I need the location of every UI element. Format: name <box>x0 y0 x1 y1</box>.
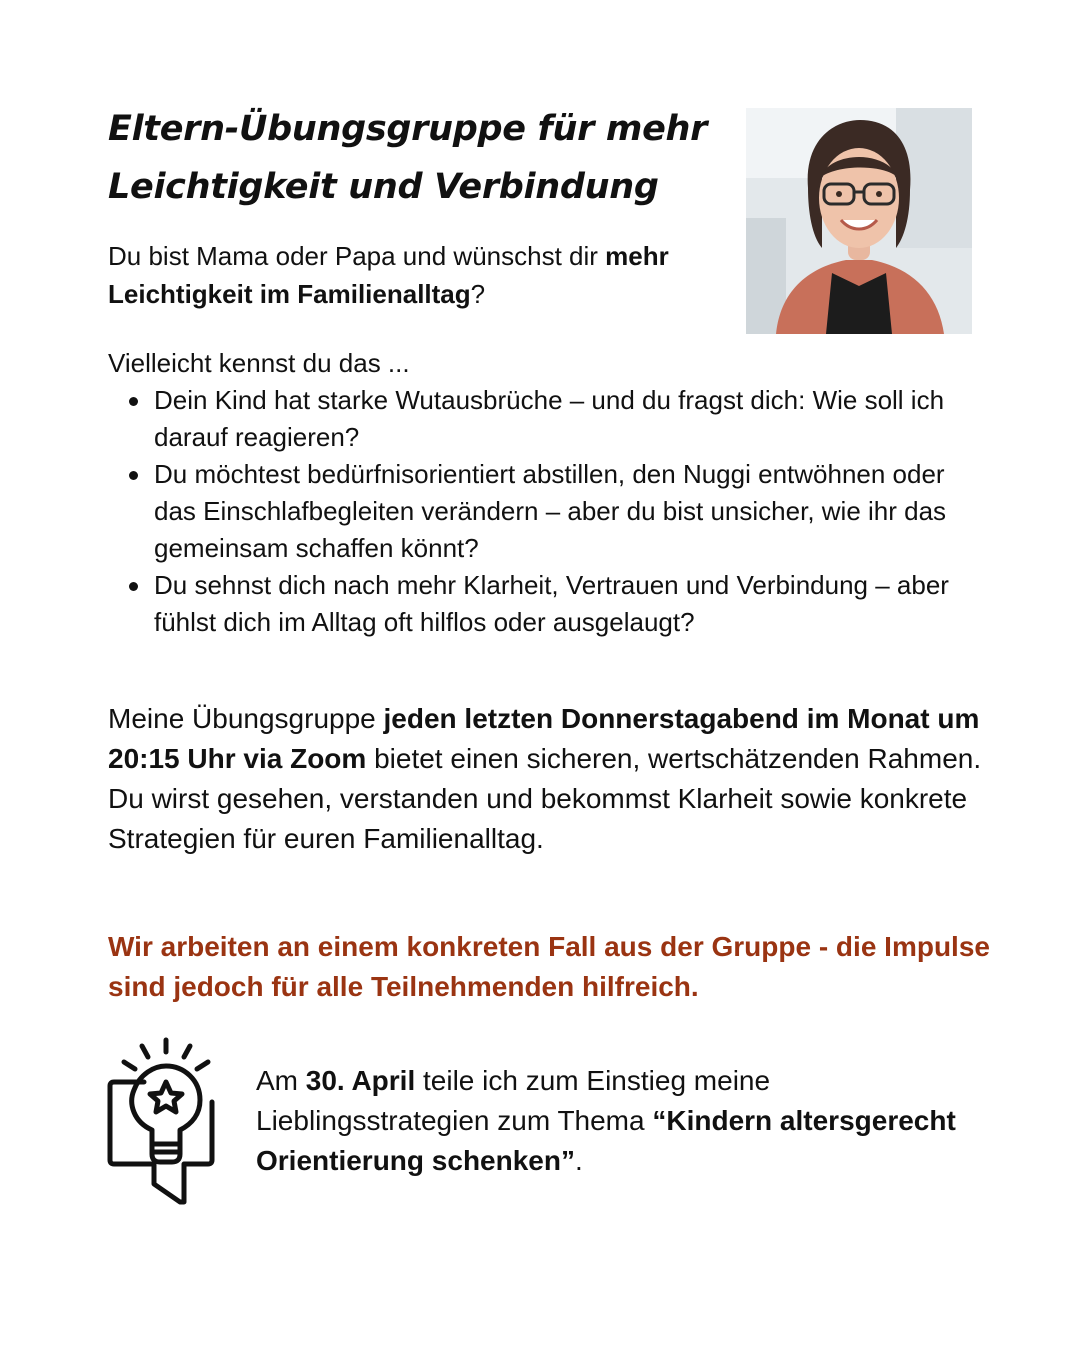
note-pre: Am <box>256 1065 306 1096</box>
note-end: . <box>574 1145 583 1176</box>
title-line-1: Eltern-Übungsgruppe für mehr <box>108 109 708 149</box>
list-item-text: Dein Kind hat starke Wutausbrüche – und du fragst dich: Wie soll ich darauf reagieren? <box>154 385 945 452</box>
note-date: 30. April <box>305 1065 416 1096</box>
intro-emphasis: mehr Leichtigkeit im Familienalltag <box>108 241 669 309</box>
list-item <box>108 456 978 567</box>
highlight-text: Wir arbeiten an einem konkreten Fall aus der Gruppe - die Impulse sind jedoch für alle Teilnehmenden hilfreich. <box>108 931 990 1002</box>
portrait-photo <box>746 108 972 334</box>
description-prefix: Meine Übungsgruppe <box>108 703 384 734</box>
list-item <box>108 382 978 456</box>
page-title <box>108 100 728 216</box>
intro-end: ? <box>470 279 486 309</box>
bullet-dot-icon <box>129 397 138 406</box>
note-mid: teile ich zum Einstieg meine Lieblingsstrategien zum Thema <box>256 1065 771 1136</box>
list-item <box>108 567 978 641</box>
note-topic: “Kindern altersgerecht Orientierung schenken” <box>256 1105 956 1176</box>
portrait-illustration <box>746 108 972 334</box>
intro-session-note <box>256 1061 976 1181</box>
schedule-emphasis: jeden letzten Donnerstagabend im Monat um 20:15 Uhr via Zoom <box>108 703 980 774</box>
list-item-text: Du sehnst dich nach mehr Klarheit, Vertrauen und Verbindung – aber fühlst dich im Alltag oft hilflos oder ausgelaugt? <box>154 570 949 637</box>
description-suffix: bietet einen sicheren, wertschätzenden Rahmen. Du wirst gesehen, verstanden und bekommst Klarheit sowie konkrete Strategien für euren Familienalltag. <box>108 743 982 854</box>
bullet-dot-icon <box>129 582 138 591</box>
bullet-lead: Vielleicht kennst du das ... <box>108 348 410 378</box>
intro-text <box>108 237 728 313</box>
bullet-dot-icon <box>129 471 138 480</box>
group-description <box>108 699 988 859</box>
lightbulb-star-speech-bubble-icon <box>104 1034 224 1206</box>
bullet-list <box>108 382 978 641</box>
title-line-2: Leichtigkeit und Verbindung <box>108 167 659 207</box>
intro-prefix: Du bist Mama oder Papa und wünschst dir <box>108 241 606 271</box>
list-item-text: Du möchtest bedürfnisorientiert abstillen, den Nuggi entwöhnen oder das Einschlafbegleiten verändern – aber du bist unsicher, wie ihr das gemeinsam schaffen könnt? <box>154 459 947 563</box>
